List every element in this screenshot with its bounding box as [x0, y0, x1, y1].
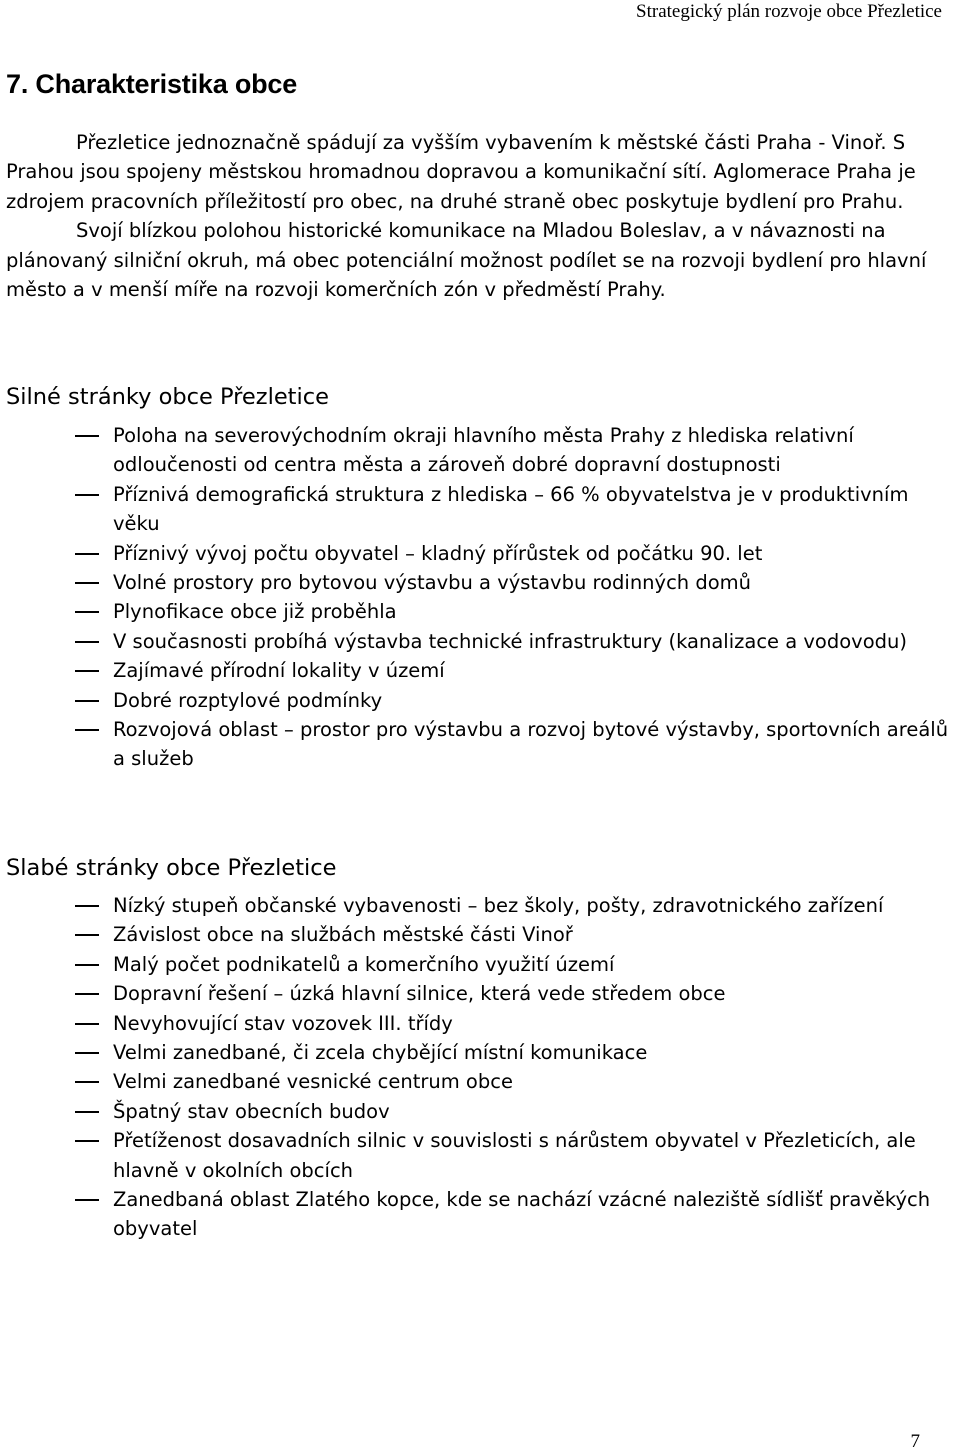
list-item-text: Nevyhovující stav vozovek III. třídy	[113, 1011, 453, 1035]
list-item-text: Zanedbaná oblast Zlatého kopce, kde se nachází vzácné naleziště sídlišť pravěkých obyvatel	[113, 1188, 931, 1241]
list-item-text: Dopravní řešení – úzká hlavní silnice, která vede středem obce	[113, 982, 726, 1006]
list-item	[6, 480, 954, 539]
page-number: 7	[910, 1431, 920, 1452]
dash-bullet-icon	[75, 905, 99, 907]
list-item	[6, 1067, 954, 1096]
list-item-text: V současnosti probíhá výstavba technické infrastruktury (kanalizace a vodovodu)	[113, 629, 907, 653]
list-item	[6, 1126, 954, 1185]
list-item-text: Volné prostory pro bytovou výstavbu a výstavbu rodinných domů	[113, 571, 752, 595]
dash-bullet-icon	[75, 993, 99, 995]
list-item	[6, 421, 954, 480]
dash-bullet-icon	[75, 582, 99, 584]
list-item	[6, 627, 954, 656]
dash-bullet-icon	[75, 553, 99, 555]
list-item-text: Příznivá demografická struktura z hlediska – 66 % obyvatelstva je v produktivním věku	[113, 482, 909, 536]
list-item	[6, 686, 954, 715]
list-item	[6, 979, 954, 1008]
list-item-text: Zajímavé přírodní lokality v území	[113, 659, 445, 683]
list-item	[6, 891, 954, 920]
list-item-text: Poloha na severovýchodním okraji hlavního města Prahy z hlediska relativní odloučenosti od centra města a zároveň dobré dopravní dostupnosti	[113, 424, 854, 477]
list-item	[6, 656, 954, 685]
dash-bullet-icon	[75, 435, 99, 437]
list-item-text: Závislost obce na službách městské části Vinoř	[113, 923, 573, 947]
list-item	[6, 950, 954, 979]
list-item	[6, 597, 954, 626]
list-item	[6, 1185, 954, 1244]
dash-bullet-icon	[75, 700, 99, 702]
chapter-title: 7. Charakteristika obce	[6, 69, 298, 99]
dash-bullet-icon	[75, 670, 99, 672]
list-item	[6, 1038, 954, 1067]
list-item	[6, 568, 954, 597]
dash-bullet-icon	[75, 494, 99, 496]
strengths-heading: Silné stránky obce Přezletice	[6, 384, 329, 410]
dash-bullet-icon	[75, 611, 99, 613]
list-item-text: Velmi zanedbané, či zcela chybějící místní komunikace	[113, 1041, 648, 1065]
dash-bullet-icon	[75, 1081, 99, 1083]
list-item-text: Velmi zanedbané vesnické centrum obce	[113, 1070, 513, 1094]
dash-bullet-icon	[75, 1111, 99, 1113]
list-item	[6, 715, 954, 774]
list-item-text: Dobré rozptylové podmínky	[113, 688, 383, 712]
dash-bullet-icon	[75, 964, 99, 966]
weaknesses-heading: Slabé stránky obce Přezletice	[6, 855, 337, 881]
list-item-text: Nízký stupeň občanské vybavenosti – bez školy, pošty, zdravotnického zařízení	[113, 894, 884, 917]
list-item-text: Rozvojová oblast – prostor pro výstavbu a rozvoj bytové výstavby, sportovních areálů a služeb	[113, 718, 949, 771]
list-item-text: Příznivý vývoj počtu obyvatel – kladný přírůstek od počátku 90. let	[113, 541, 763, 565]
list-item-text: Přetíženost dosavadních silnic v souvislosti s nárůstem obyvatel v Přezleticích, ale hlavně v okolních obcích	[113, 1129, 916, 1182]
dash-bullet-icon	[75, 641, 99, 643]
intro-paragraph: Přezletice jednoznačně spádují za vyšším vybavením k městské části Praha - Vinoř. S Prahou jsou spojeny městskou hromadnou dopravou a komunikační sítí. Aglomerace Praha je zdrojem pracovních příležitostí pro obec, na druhé straně obec poskytuje bydlení pro Prahu.	[6, 131, 916, 213]
intro-paragraph: Svojí blízkou polohou historické komunikace na Mladou Boleslav, a v návaznosti na plánovaný silniční okruh, má obec potenciální možnost podílet se na rozvoji bydlení pro hlavní město a v menší míře na rozvoji komerčních zón v předměstí Prahy.	[6, 219, 927, 302]
dash-bullet-icon	[75, 1199, 99, 1201]
list-item	[6, 920, 954, 949]
weaknesses-list	[6, 891, 954, 1244]
dash-bullet-icon	[75, 1023, 99, 1025]
running-header-title: Strategický plán rozvoje obce Přezletice	[636, 1, 942, 22]
list-item	[6, 1009, 954, 1038]
list-item	[6, 539, 954, 568]
dash-bullet-icon	[75, 934, 99, 936]
list-item-text: Špatný stav obecních budov	[113, 1099, 390, 1123]
dash-bullet-icon	[75, 729, 99, 731]
list-item-text: Malý počet podnikatelů a komerčního využití území	[113, 952, 615, 976]
dash-bullet-icon	[75, 1140, 99, 1142]
strengths-list	[6, 421, 954, 774]
list-item-text: Plynofikace obce již proběhla	[113, 600, 397, 624]
dash-bullet-icon	[75, 1052, 99, 1054]
intro-text	[6, 128, 954, 304]
list-item	[6, 1097, 954, 1126]
